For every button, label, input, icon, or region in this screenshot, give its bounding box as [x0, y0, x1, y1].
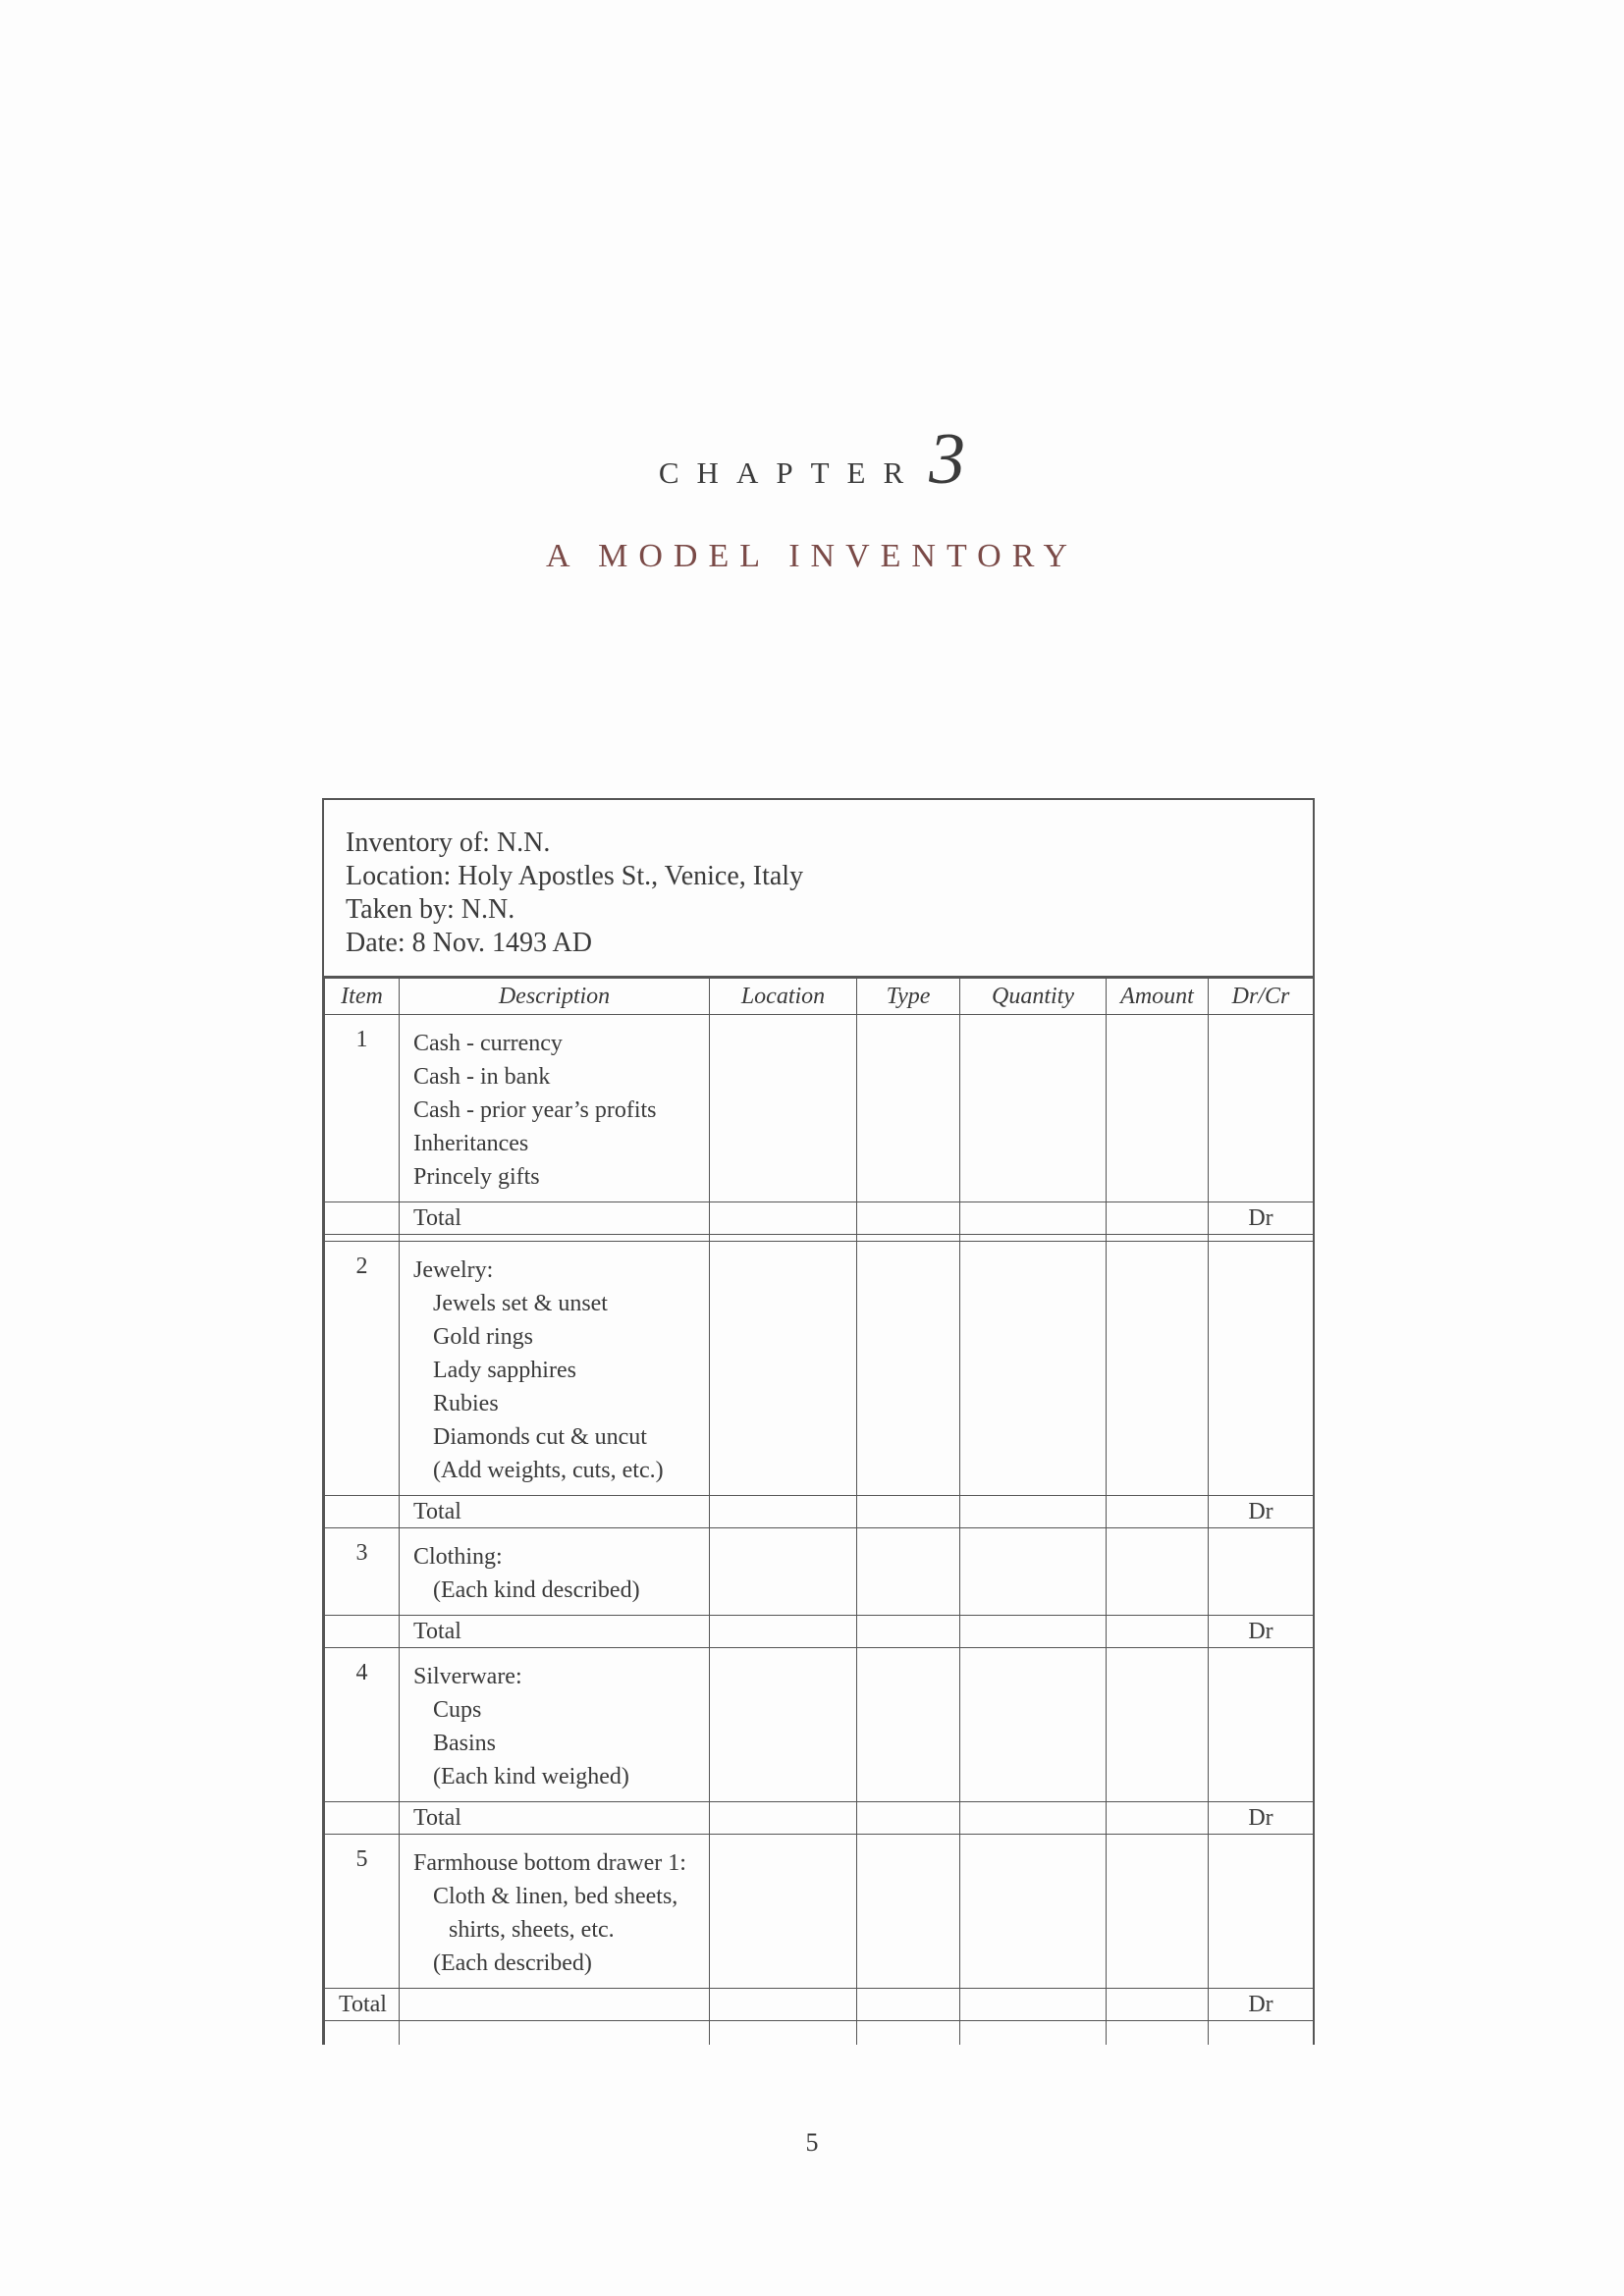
- value-cell: [857, 1989, 960, 2021]
- value-cell: [960, 1496, 1107, 1528]
- value-cell: [1107, 1202, 1209, 1235]
- value-cell: [857, 1802, 960, 1835]
- column-header: Amount: [1107, 979, 1209, 1015]
- item-description: [400, 1015, 710, 1202]
- item-description: [400, 1835, 710, 1989]
- value-cell: [325, 2021, 400, 2046]
- item-description: [400, 1242, 710, 1496]
- value-cell: [710, 1835, 857, 1989]
- chapter-heading: [0, 418, 1624, 502]
- drcr-value: Dr: [1209, 1202, 1314, 1235]
- value-cell: [960, 2021, 1107, 2046]
- drcr-value: Dr: [1209, 1802, 1314, 1835]
- description-line: Cash - currency: [413, 1031, 563, 1056]
- total-label: Total: [400, 1202, 710, 1235]
- column-header: Description: [400, 979, 710, 1015]
- value-cell: [710, 1802, 857, 1835]
- description-line: Cloth & linen, bed sheets,: [433, 1884, 678, 1909]
- item-description: [400, 1528, 710, 1616]
- description-line: Clothing:: [413, 1544, 503, 1570]
- value-cell: [857, 1202, 960, 1235]
- value-cell: [857, 1235, 960, 1242]
- column-header: Location: [710, 979, 857, 1015]
- value-cell: [960, 1015, 1107, 1202]
- inventory-date: Date: 8 Nov. 1493 AD: [346, 928, 592, 958]
- item-number: 5: [325, 1835, 400, 1989]
- description-line: Cups: [433, 1697, 482, 1723]
- value-cell: [857, 2021, 960, 2046]
- chapter-title: A MODEL INVENTORY: [545, 538, 1079, 574]
- continuation-row: [325, 2021, 1314, 2046]
- inventory-location: Location: Holy Apostles St., Venice, Italy: [346, 861, 804, 891]
- value-cell: [960, 1528, 1107, 1616]
- value-cell: [960, 1989, 1107, 2021]
- item-description: [400, 1648, 710, 1802]
- description-line: (Each kind weighed): [433, 1764, 629, 1789]
- value-cell: [960, 1235, 1107, 1242]
- column-header: Type: [857, 979, 960, 1015]
- value-cell: [1107, 2021, 1209, 2046]
- value-cell: [400, 1989, 710, 2021]
- description-line: Rubies: [433, 1391, 499, 1416]
- item-row: [325, 1528, 1314, 1616]
- inventory-header: [324, 800, 1313, 978]
- description-line: Princely gifts: [413, 1164, 540, 1190]
- value-cell: [1209, 1242, 1314, 1496]
- value-cell: [1107, 1235, 1209, 1242]
- total-label: Total: [400, 1616, 710, 1648]
- total-row: [325, 1496, 1314, 1528]
- value-cell: [325, 1202, 400, 1235]
- description-line: Gold rings: [433, 1324, 533, 1350]
- item-row: [325, 1835, 1314, 1989]
- item-number: 2: [325, 1242, 400, 1496]
- value-cell: [960, 1648, 1107, 1802]
- page-number: 5: [805, 2128, 819, 2157]
- inventory-form: [322, 798, 1315, 2045]
- value-cell: [1209, 1235, 1314, 1242]
- value-cell: [710, 1528, 857, 1616]
- value-cell: [1107, 1989, 1209, 2021]
- value-cell: [857, 1835, 960, 1989]
- value-cell: [710, 1989, 857, 2021]
- value-cell: [857, 1496, 960, 1528]
- value-cell: [960, 1242, 1107, 1496]
- value-cell: [325, 1802, 400, 1835]
- total-label: Total: [400, 1802, 710, 1835]
- value-cell: [400, 2021, 710, 2046]
- grand-total-row: [325, 1989, 1314, 2021]
- value-cell: [1209, 1835, 1314, 1989]
- column-header: Quantity: [960, 979, 1107, 1015]
- total-label: Total: [400, 1496, 710, 1528]
- drcr-value: Dr: [1209, 1989, 1314, 2021]
- value-cell: [1107, 1528, 1209, 1616]
- value-cell: [325, 1235, 400, 1242]
- value-cell: [960, 1202, 1107, 1235]
- item-row: [325, 1648, 1314, 1802]
- total-row: [325, 1616, 1314, 1648]
- description-line: Inheritances: [413, 1131, 529, 1156]
- value-cell: [1107, 1496, 1209, 1528]
- value-cell: [857, 1015, 960, 1202]
- value-cell: [1209, 1015, 1314, 1202]
- description-line: (Each kind described): [433, 1577, 640, 1603]
- column-header: Dr/Cr: [1209, 979, 1314, 1015]
- inventory-of: Inventory of: N.N.: [346, 828, 551, 858]
- description-line: Diamonds cut & uncut: [433, 1424, 647, 1450]
- item-row: [325, 1015, 1314, 1202]
- column-header: Item: [325, 979, 400, 1015]
- item-number: 1: [325, 1015, 400, 1202]
- value-cell: [1107, 1648, 1209, 1802]
- table-header-row: [325, 979, 1314, 1015]
- drcr-value: Dr: [1209, 1496, 1314, 1528]
- value-cell: [710, 2021, 857, 2046]
- value-cell: [1107, 1015, 1209, 1202]
- description-line: Basins: [433, 1731, 497, 1756]
- item-number: 4: [325, 1648, 400, 1802]
- inventory-taken-by: Taken by: N.N.: [346, 894, 515, 925]
- value-cell: [325, 1496, 400, 1528]
- total-row: [325, 1802, 1314, 1835]
- value-cell: [400, 1235, 710, 1242]
- description-line: Farmhouse bottom drawer 1:: [413, 1850, 686, 1876]
- value-cell: [710, 1235, 857, 1242]
- description-line: (Add weights, cuts, etc.): [433, 1458, 664, 1483]
- grand-total-label: Total: [325, 1989, 400, 2021]
- value-cell: [710, 1202, 857, 1235]
- value-cell: [1107, 1802, 1209, 1835]
- item-number: 3: [325, 1528, 400, 1616]
- value-cell: [325, 1616, 400, 1648]
- value-cell: [960, 1835, 1107, 1989]
- value-cell: [710, 1015, 857, 1202]
- description-line: Cash - in bank: [413, 1064, 551, 1090]
- value-cell: [710, 1648, 857, 1802]
- value-cell: [857, 1528, 960, 1616]
- value-cell: [1209, 2021, 1314, 2046]
- chapter-number: 3: [929, 419, 966, 500]
- value-cell: [1107, 1835, 1209, 1989]
- description-line: Cash - prior year’s profits: [413, 1097, 657, 1123]
- value-cell: [710, 1496, 857, 1528]
- total-row: [325, 1202, 1314, 1235]
- description-line: Lady sapphires: [433, 1358, 576, 1383]
- drcr-value: Dr: [1209, 1616, 1314, 1648]
- description-line: shirts, sheets, etc.: [449, 1917, 615, 1943]
- value-cell: [857, 1648, 960, 1802]
- value-cell: [960, 1616, 1107, 1648]
- value-cell: [1107, 1242, 1209, 1496]
- value-cell: [710, 1616, 857, 1648]
- value-cell: [960, 1802, 1107, 1835]
- separator-row: [325, 1235, 1314, 1242]
- item-row: [325, 1242, 1314, 1496]
- description-line: Jewelry:: [413, 1257, 494, 1283]
- value-cell: [857, 1616, 960, 1648]
- description-line: Jewels set & unset: [433, 1291, 608, 1316]
- value-cell: [1209, 1528, 1314, 1616]
- description-line: (Each described): [433, 1950, 592, 1976]
- description-line: Silverware:: [413, 1664, 522, 1689]
- value-cell: [857, 1242, 960, 1496]
- value-cell: [1107, 1616, 1209, 1648]
- table-body: [325, 1015, 1314, 2046]
- value-cell: [710, 1242, 857, 1496]
- chapter-word: CHAPTER: [658, 455, 922, 490]
- value-cell: [1209, 1648, 1314, 1802]
- inventory-table: [324, 978, 1314, 2045]
